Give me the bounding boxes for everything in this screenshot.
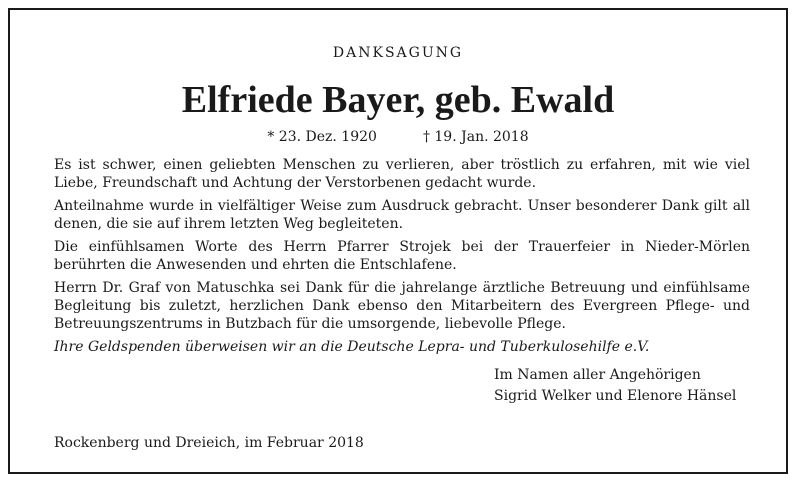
donation-note: Ihre Geldspenden überweisen wir an die Deutsche Lepra- und Tuberkulosehilfe e.V. <box>54 339 650 355</box>
signature-block <box>494 365 736 407</box>
obituary-notice <box>8 8 788 474</box>
place-and-date: Rockenberg und Dreieich, im Februar 2018 <box>54 435 364 451</box>
signature-names: Sigrid Welker und Elenore Hänsel <box>494 388 737 404</box>
body-paragraph: Herrn Dr. Graf von Matuschka sei Dank für die jahrelange ärztliche Betreuung und einfühlsame Begleitung bis zuletzt, herzlichen Dank ebenso den Mitarbeitern des Evergreen Pflege- und Betreuungszentrums in Butzbach für die umsorgende, liebevolle Pflege. <box>54 280 750 332</box>
birth-date: * 23. Dez. 1920 <box>267 129 377 145</box>
body-paragraph: Anteilnahme wurde in vielfältiger Weise zum Ausdruck gebracht. Unser besonderer Dank gilt all denen, die sie auf ihrem letzten Weg begleiteten. <box>54 198 750 232</box>
notice-body <box>54 156 750 361</box>
notice-heading: DANKSAGUNG <box>332 45 464 61</box>
deceased-name: Elfriede Bayer, geb. Ewald <box>181 79 615 121</box>
body-paragraph: Die einfühlsamen Worte des Herrn Pfarrer Strojek bei der Trauerfeier in Nieder-Mörlen berührten die Anwesenden und ehrten die Entschlafene. <box>54 239 750 273</box>
death-date: † 19. Jan. 2018 <box>422 129 529 145</box>
life-dates <box>10 128 786 146</box>
signature-line: Im Namen aller Angehörigen <box>494 367 701 383</box>
body-paragraph: Es ist schwer, einen geliebten Menschen zu verlieren, aber tröstlich zu erfahren, mit wie viel Liebe, Freundschaft und Achtung der Verstorbenen gedacht wurde. <box>54 157 750 191</box>
